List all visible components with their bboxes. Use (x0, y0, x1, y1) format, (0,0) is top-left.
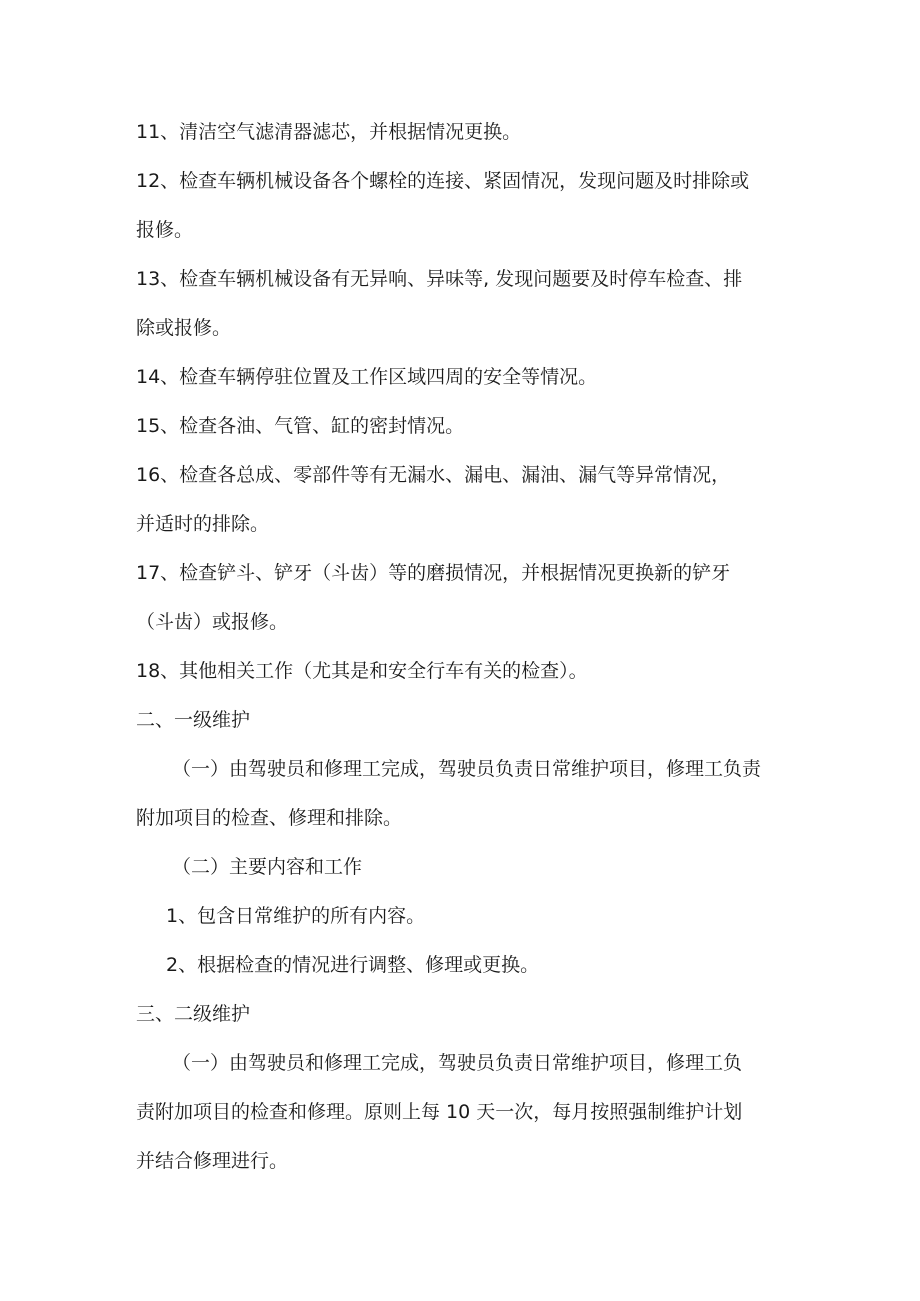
paragraph-level-2-responsibility-continued: 责附加项目的检查和修理。原则上每 10 天一次，每月按照强制维护计划 (136, 1101, 743, 1123)
list-item-16-continued: 并适时的排除。 (136, 513, 270, 535)
paragraph-level-2-responsibility: （一）由驾驶员和修理工完成，驾驶员负责日常维护项目，修理工负 (172, 1052, 743, 1074)
section-heading-level-1-maintenance: 二、一级维护 (136, 709, 251, 731)
list-item-content-1: 1、包含日常维护的所有内容。 (166, 905, 426, 927)
paragraph-level-2-responsibility-end: 并结合修理进行。 (136, 1150, 289, 1172)
list-item-11: 11、清洁空气滤清器滤芯，并根据情况更换。 (136, 121, 522, 143)
list-item-17: 17、检查铲斗、铲牙（斗齿）等的磨损情况，并根据情况更换新的铲牙 (136, 562, 731, 584)
list-item-13: 13、检查车辆机械设备有无异响、异味等, 发现问题要及时停车检查、排 (136, 268, 743, 290)
list-item-content-2: 2、根据检查的情况进行调整、修理或更换。 (166, 954, 540, 976)
list-item-15: 15、检查各油、气管、缸的密封情况。 (136, 415, 465, 437)
section-heading-level-2-maintenance: 三、二级维护 (136, 1003, 251, 1025)
list-item-13-continued: 除或报修。 (136, 317, 232, 339)
paragraph-level-1-responsibility-continued: 附加项目的检查、修理和排除。 (136, 807, 403, 829)
subheading-main-content: （二）主要内容和工作 (172, 856, 363, 878)
list-item-17-continued: （斗齿）或报修。 (136, 611, 289, 633)
document-body (136, 108, 796, 1186)
list-item-12-continued: 报修。 (136, 219, 194, 241)
list-item-16: 16、检查各总成、零部件等有无漏水、漏电、漏油、漏气等异常情况， (136, 464, 731, 486)
list-item-18: 18、其他相关工作（尤其是和安全行车有关的检查）。 (136, 660, 588, 682)
list-item-12: 12、检查车辆机械设备各个螺栓的连接、紧固情况，发现问题及时排除或 (136, 170, 750, 192)
paragraph-level-1-responsibility: （一）由驾驶员和修理工完成，驾驶员负责日常维护项目，修理工负责 (172, 758, 762, 780)
list-item-14: 14、检查车辆停驻位置及工作区域四周的安全等情况。 (136, 366, 598, 388)
